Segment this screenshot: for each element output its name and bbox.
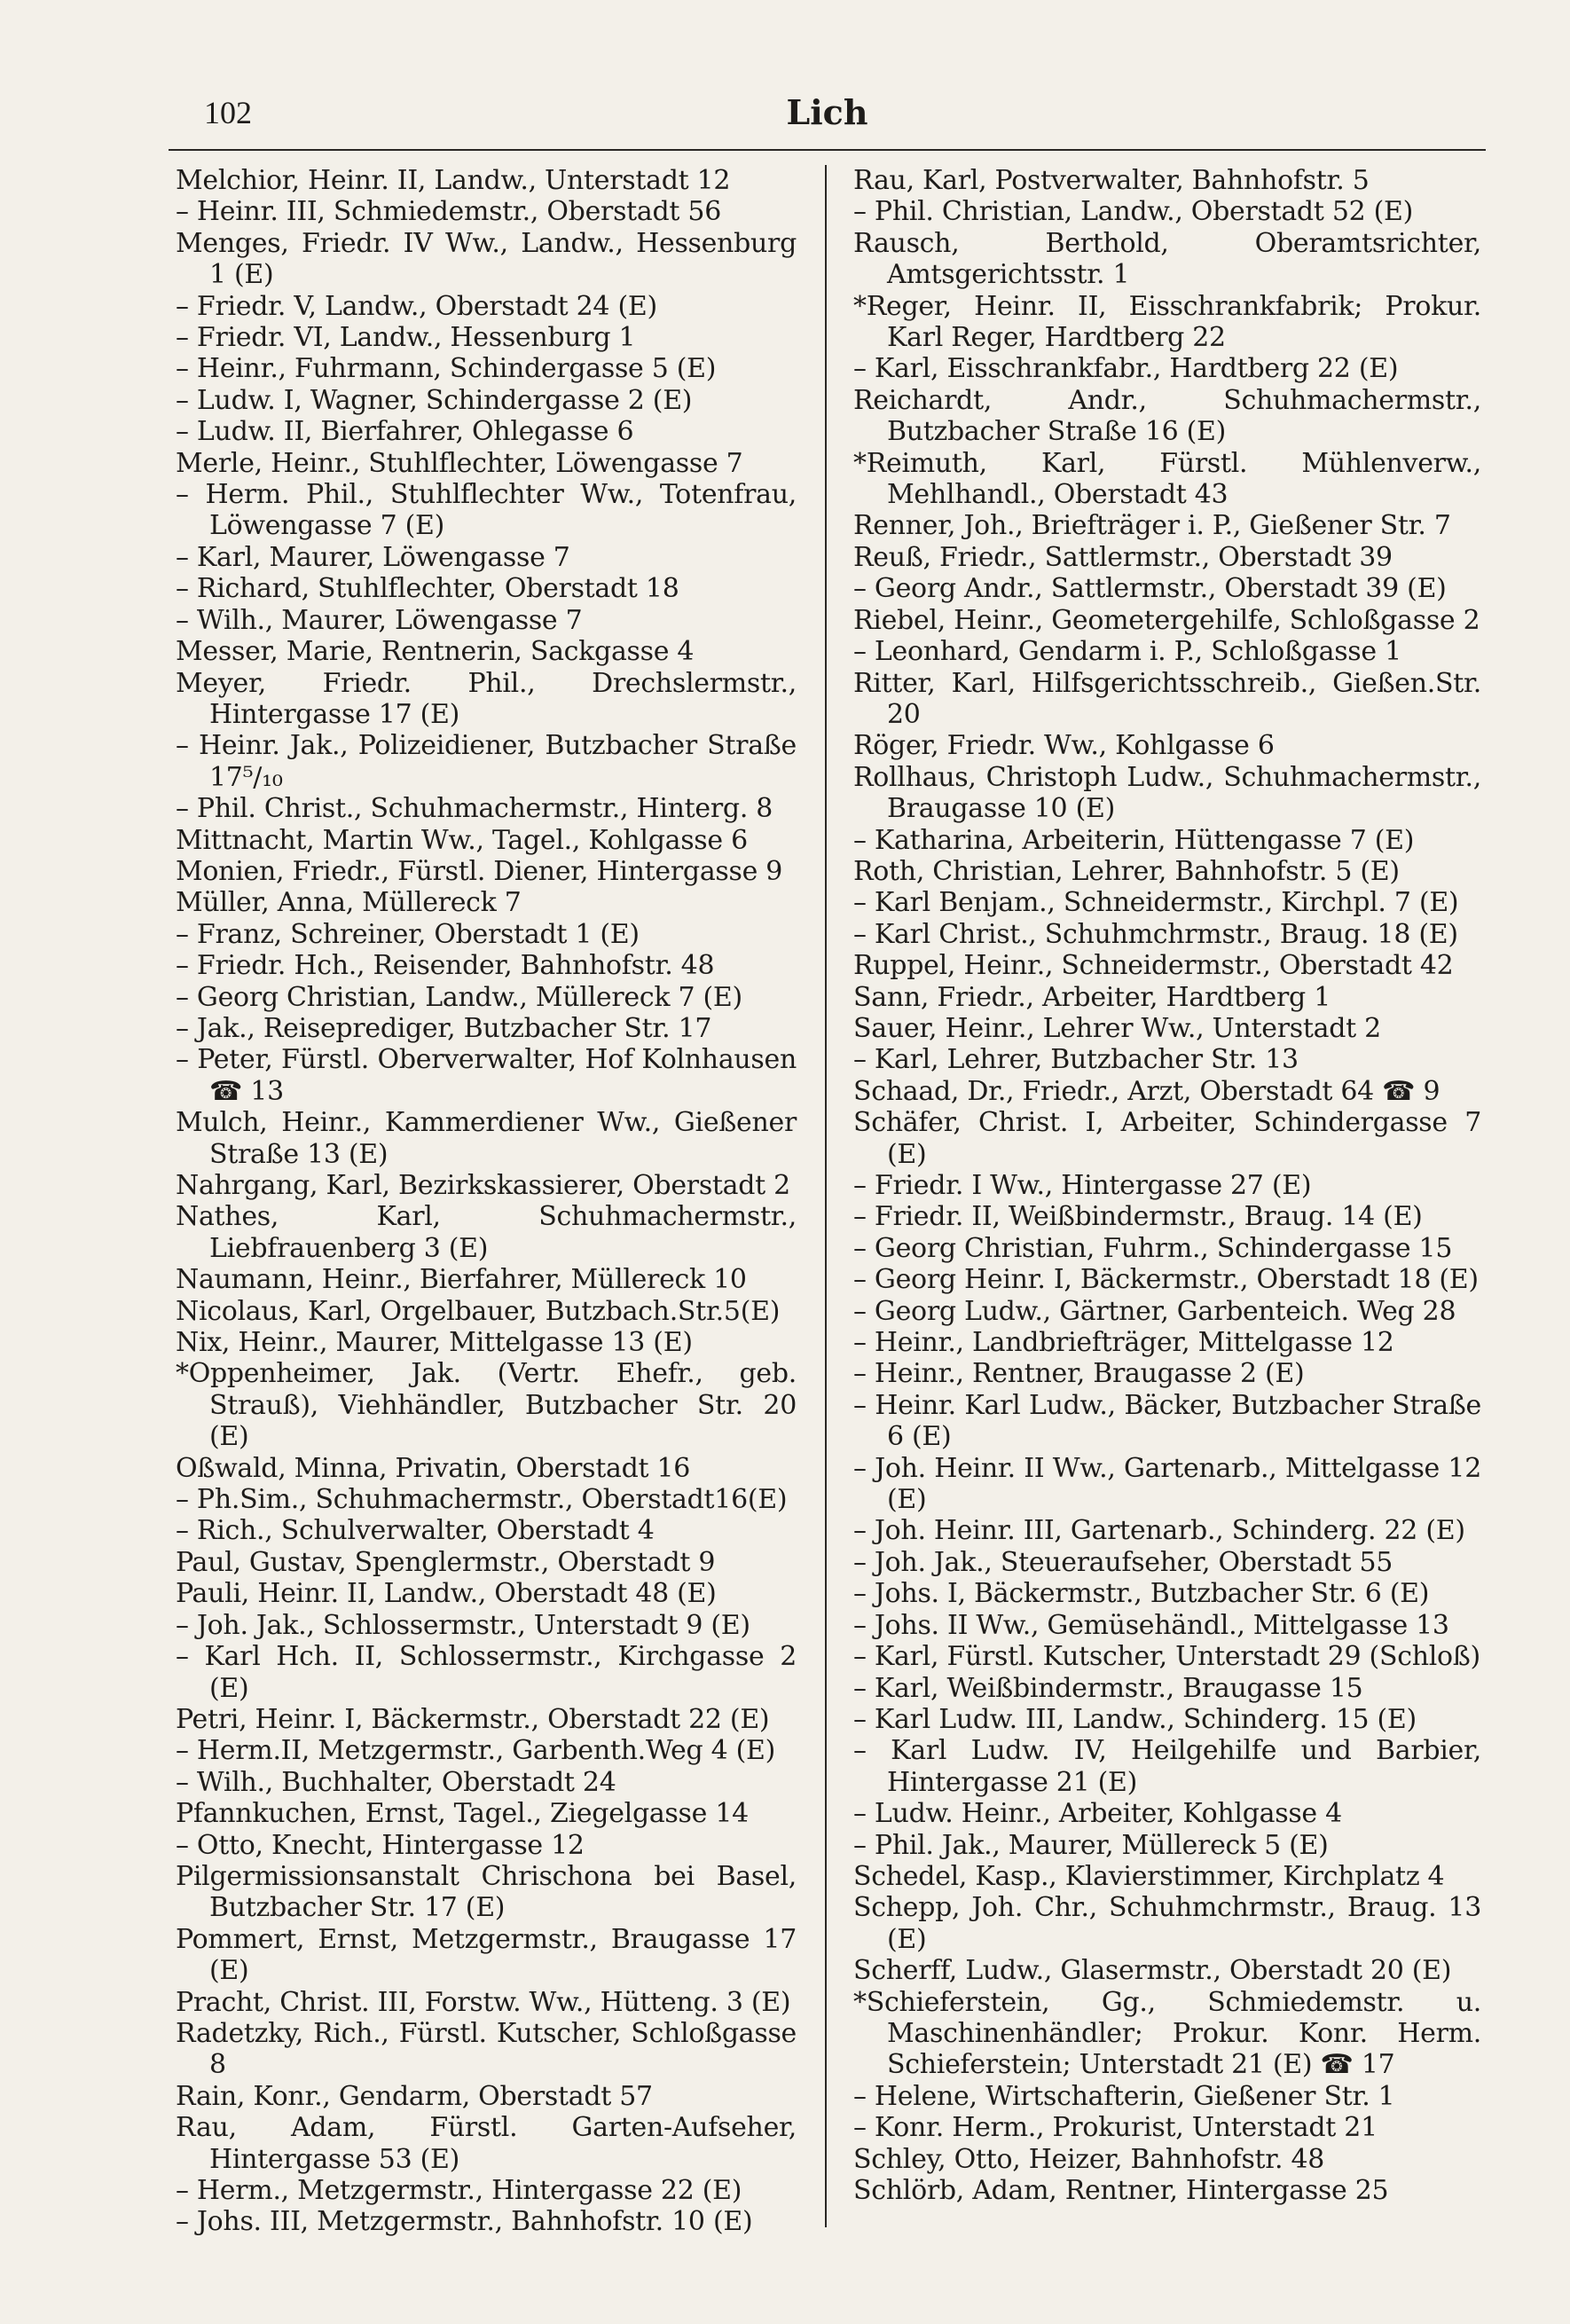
directory-entry: Sauer, Heinr., Lehrer Ww., Unterstadt 2 [853,1012,1381,1044]
directory-entry: Naumann, Heinr., Bierfahrer, Müllereck 10 [176,1264,747,1296]
directory-entry: – Georg Christian, Fuhrm., Schindergasse 15 [853,1232,1453,1264]
directory-entry: – Karl Christ., Schuhmchrmstr., Braug. 18 (E) [853,918,1458,950]
directory-entry: Schepp, Joh. Chr., Schuhmchrmstr., Braug. 13 (E) [853,1892,1481,1955]
directory-entry: Sann, Friedr., Arbeiter, Hardtberg 1 [853,981,1331,1013]
directory-entry: Röger, Friedr. Ww., Kohlgasse 6 [853,730,1275,762]
directory-entry: – Friedr. Hch., Reisender, Bahnhofstr. 48 [176,950,715,982]
directory-entry: – Ludw. Heinr., Arbeiter, Kohlgasse 4 [853,1798,1342,1830]
directory-entry: Messer, Marie, Rentnerin, Sackgasse 4 [176,636,695,668]
directory-entry: Oßwald, Minna, Privatin, Oberstadt 16 [176,1452,691,1484]
directory-entry: – Franz, Schreiner, Oberstadt 1 (E) [176,918,640,950]
directory-entry: – Wilh., Buchhalter, Oberstadt 24 [176,1766,616,1798]
directory-entry: – Ludw. II, Bierfahrer, Ohlegasse 6 [176,416,634,448]
directory-entry: – Karl, Eisschrankfabr., Hardtberg 22 (E) [853,353,1399,385]
running-head-title: Lich [786,92,868,132]
directory-entry: Pilgermissionsanstalt Chrischona bei Basel, Butzbacher Str. 17 (E) [176,1860,797,1924]
directory-entry: *Reimuth, Karl, Fürstl. Mühlenverw., Mehlhandl., Oberstadt 43 [853,447,1481,511]
directory-entry: – Johs. I, Bäckermstr., Butzbacher Str. 6 (E) [853,1578,1430,1610]
directory-entry: – Ludw. I, Wagner, Schindergasse 2 (E) [176,384,693,416]
directory-entry: Schedel, Kasp., Klavierstimmer, Kirchplatz 4 [853,1860,1445,1892]
directory-entry: – Georg Ludw., Gärtner, Garbenteich. Weg 28 [853,1295,1456,1327]
directory-entry: Pommert, Ernst, Metzgermstr., Braugasse 17 (E) [176,1923,797,1987]
directory-entry: Ritter, Karl, Hilfsgerichtsschreib., Gießen.Str. 20 [853,667,1481,730]
directory-entry: – Karl, Weißbindermstr., Braugasse 15 [853,1672,1363,1704]
directory-entry: Nicolaus, Karl, Orgelbauer, Butzbach.Str.5(E) [176,1295,781,1327]
directory-entry: Pauli, Heinr. II, Landw., Oberstadt 48 (E) [176,1578,717,1610]
directory-entry: Merle, Heinr., Stuhlflechter, Löwengasse 7 [176,447,743,479]
directory-entry: – Helene, Wirtschafterin, Gießener Str. 1 [853,2080,1395,2112]
directory-entry: Müller, Anna, Müllereck 7 [176,887,522,919]
right-column [853,165,1481,2249]
directory-entry: Scherff, Ludw., Glasermstr., Oberstadt 20 (E) [853,1955,1452,1987]
directory-entry: – Karl Ludw. IV, Heilgehilfe und Barbier, Hintergasse 21 (E) [853,1735,1481,1798]
page-header [169,87,1486,151]
directory-entry: – Friedr. I Ww., Hintergasse 27 (E) [853,1170,1312,1201]
directory-entry: Mittnacht, Martin Ww., Tagel., Kohlgasse 6 [176,824,748,856]
directory-entry: Rain, Konr., Gendarm, Oberstadt 57 [176,2080,653,2112]
directory-entry: Nathes, Karl, Schuhmachermstr., Liebfrauenberg 3 (E) [176,1201,797,1264]
directory-entry: Schäfer, Christ. I, Arbeiter, Schindergasse 7 (E) [853,1107,1481,1170]
directory-entry: Riebel, Heinr., Geometergehilfe, Schloßgasse 2 [853,604,1480,636]
directory-entry: – Wilh., Maurer, Löwengasse 7 [176,604,583,636]
directory-entry: *Oppenheimer, Jak. (Vertr. Ehefr., geb. Strauß), Viehhändler, Butzbacher Str. 20 (E) [176,1358,797,1453]
left-column [176,165,797,2249]
directory-entry: – Richard, Stuhlflechter, Oberstadt 18 [176,573,679,605]
directory-entry: – Heinr. Karl Ludw., Bäcker, Butzbacher Straße 6 (E) [853,1389,1481,1453]
directory-entry: Rausch, Berthold, Oberamtsrichter, Amtsgerichtsstr. 1 [853,227,1481,291]
directory-entry: – Herm.II, Metzgermstr., Garbenth.Weg 4 (E) [176,1735,776,1767]
directory-entry: – Leonhard, Gendarm i. P., Schloßgasse 1 [853,636,1401,668]
directory-entry: – Heinr. III, Schmiedemstr., Oberstadt 56 [176,196,721,228]
directory-entry: – Otto, Knecht, Hintergasse 12 [176,1829,585,1861]
directory-entry: – Joh. Heinr. II Ww., Gartenarb., Mittelgasse 12 (E) [853,1452,1481,1516]
directory-entry: – Heinr., Landbriefträger, Mittelgasse 12 [853,1327,1394,1359]
directory-entry: Petri, Heinr. I, Bäckermstr., Oberstadt 22 (E) [176,1703,770,1735]
directory-entry: Ruppel, Heinr., Schneidermstr., Oberstadt 42 [853,950,1454,982]
directory-entry: – Joh. Heinr. III, Gartenarb., Schinderg. 22 (E) [853,1515,1465,1547]
directory-entry: – Rich., Schulverwalter, Oberstadt 4 [176,1515,655,1547]
directory-entry: – Johs. II Ww., Gemüsehändl., Mittelgasse 13 [853,1609,1449,1641]
directory-entry: Menges, Friedr. IV Ww., Landw., Hessenburg 1 (E) [176,227,797,291]
directory-entry: – Phil. Christ., Schuhmachermstr., Hinterg. 8 [176,793,773,825]
directory-entry: – Georg Andr., Sattlermstr., Oberstadt 39 (E) [853,573,1447,605]
directory-entry: Melchior, Heinr. II, Landw., Unterstadt 12 [176,165,731,196]
directory-entry: – Karl Benjam., Schneidermstr., Kirchpl. 7 (E) [853,887,1459,919]
directory-entry: – Karl Hch. II, Schlossermstr., Kirchgasse 2 (E) [176,1641,797,1704]
directory-entry: – Karl, Maurer, Löwengasse 7 [176,541,570,573]
directory-entry: Meyer, Friedr. Phil., Drechslermstr., Hintergasse 17 (E) [176,667,797,730]
directory-entry: – Jak., Reiseprediger, Butzbacher Str. 17 [176,1012,712,1044]
directory-entry: – Georg Christian, Landw., Müllereck 7 (E) [176,981,742,1013]
directory-entry: – Peter, Fürstl. Oberverwalter, Hof Kolnhausen ☎ 13 [176,1044,797,1107]
column-divider [825,165,827,2227]
directory-entry: Rau, Karl, Postverwalter, Bahnhofstr. 5 [853,165,1370,196]
directory-entry: – Karl, Lehrer, Butzbacher Str. 13 [853,1044,1299,1076]
directory-entry: – Phil. Jak., Maurer, Müllereck 5 (E) [853,1829,1329,1861]
directory-entry: – Friedr. II, Weißbindermstr., Braug. 14 (E) [853,1201,1423,1233]
directory-entry: – Karl Ludw. III, Landw., Schinderg. 15 (E) [853,1703,1417,1735]
directory-entry: Pracht, Christ. III, Forstw. Ww., Hütteng. 3 (E) [176,1986,791,2018]
directory-entry: – Heinr., Fuhrmann, Schindergasse 5 (E) [176,353,717,385]
directory-entry: – Friedr. V, Landw., Oberstadt 24 (E) [176,290,657,322]
directory-entry: Mulch, Heinr., Kammerdiener Ww., Gießener Straße 13 (E) [176,1107,797,1170]
directory-entry: Renner, Joh., Briefträger i. P., Gießener Str. 7 [853,510,1451,542]
directory-entry: – Friedr. VI, Landw., Hessenburg 1 [176,322,636,354]
directory-entry: Nix, Heinr., Maurer, Mittelgasse 13 (E) [176,1327,693,1359]
directory-entry: Reuß, Friedr., Sattlermstr., Oberstadt 39 [853,541,1393,573]
directory-entry: Radetzky, Rich., Fürstl. Kutscher, Schloßgasse 8 [176,2017,797,2081]
directory-entry: – Georg Heinr. I, Bäckermstr., Oberstadt 18 (E) [853,1264,1479,1296]
directory-entry: *Reger, Heinr. II, Eisschrankfabrik; Prokur. Karl Reger, Hardtberg 22 [853,290,1481,354]
directory-entry: Nahrgang, Karl, Bezirkskassierer, Oberstadt 2 [176,1170,790,1201]
directory-entry: Schley, Otto, Heizer, Bahnhofstr. 48 [853,2143,1325,2175]
page-number: 102 [204,95,252,130]
directory-entry: – Karl, Fürstl. Kutscher, Unterstadt 29 (Schloß) [853,1641,1480,1673]
directory-entry: – Johs. III, Metzgermstr., Bahnhofstr. 10 (E) [176,2206,753,2238]
directory-entry: Rollhaus, Christoph Ludw., Schuhmachermstr., Braugasse 10 (E) [853,761,1481,825]
directory-entry: Paul, Gustav, Spenglermstr., Oberstadt 9 [176,1546,716,1578]
directory-entry: – Joh. Jak., Schlossermstr., Unterstadt 9 (E) [176,1609,750,1641]
directory-entry: – Konr. Herm., Prokurist, Unterstadt 21 [853,2112,1378,2144]
directory-entry: – Katharina, Arbeiterin, Hüttengasse 7 (E) [853,824,1415,856]
directory-entry: – Herm., Metzgermstr., Hintergasse 22 (E) [176,2175,742,2206]
directory-entry: Reichardt, Andr., Schuhmachermstr., Butzbacher Straße 16 (E) [853,384,1481,448]
directory-entry: Schlörb, Adam, Rentner, Hintergasse 25 [853,2175,1389,2206]
directory-entry: – Herm. Phil., Stuhlflechter Ww., Totenfrau, Löwengasse 7 (E) [176,479,797,542]
directory-entry: Schaad, Dr., Friedr., Arzt, Oberstadt 64 ☎ 9 [853,1075,1440,1107]
directory-entry: Pfannkuchen, Ernst, Tagel., Ziegelgasse 14 [176,1798,749,1830]
directory-entry: Rau, Adam, Fürstl. Garten-Aufseher, Hintergasse 53 (E) [176,2112,797,2175]
directory-entry: – Joh. Jak., Steueraufseher, Oberstadt 55 [853,1546,1393,1578]
directory-entry: *Schieferstein, Gg., Schmiedemstr. u. Maschinenhändler; Prokur. Konr. Herm. Schieferstein; Unterstadt 21 (E) ☎ 17 [853,1986,1481,2081]
directory-entry: Monien, Friedr., Fürstl. Diener, Hintergasse 9 [176,855,783,887]
directory-entry: Roth, Christian, Lehrer, Bahnhofstr. 5 (E) [853,855,1400,887]
directory-entry: – Ph.Sim., Schuhmachermstr., Oberstadt16(E) [176,1484,788,1516]
directory-entry: – Heinr. Jak., Polizeidiener, Butzbacher Straße 17⁵/₁₀ [176,730,797,793]
directory-entry: – Phil. Christian, Landw., Oberstadt 52 (E) [853,196,1414,228]
directory-entry: – Heinr., Rentner, Braugasse 2 (E) [853,1358,1305,1390]
